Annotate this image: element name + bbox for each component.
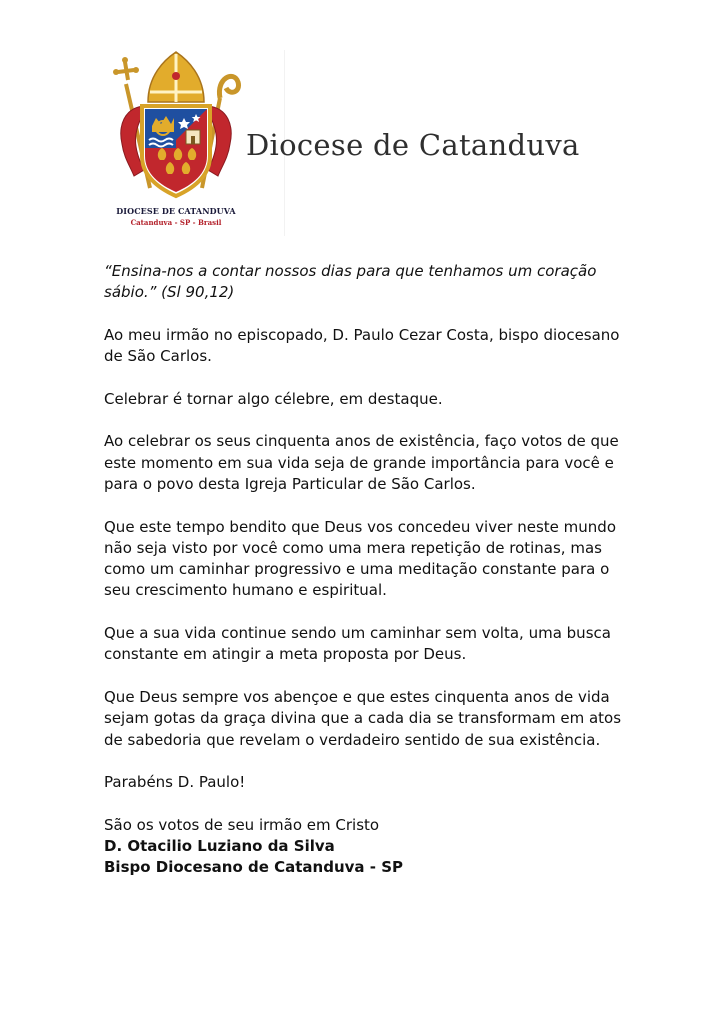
- signature-block: [104, 815, 624, 879]
- coat-of-arms-icon: [104, 48, 248, 204]
- letter-paragraph: Que Deus sempre vos abençoe e que estes cinquenta anos de vida sejam gotas da graça divina que a cada dia se transformam em atos de sabedoria que revelam o verdadeiro sentido de sua existência.: [104, 687, 622, 749]
- greeting: Parabéns D. Paulo!: [104, 773, 246, 792]
- signer-title: Bispo Diocesano de Catanduva - SP: [104, 858, 404, 877]
- diocese-coat-of-arms: [104, 48, 248, 234]
- letter-paragraph: Que a sua vida continue sendo um caminhar sem volta, uma busca constante em atingir a meta proposta por Deus.: [104, 624, 611, 664]
- epigraph-quote: “Ensina-nos a contar nossos dias para que tenhamos um coração sábio.” (Sl 90,12): [104, 262, 597, 302]
- salutation: Ao meu irmão no episcopado, D. Paulo Cezar Costa, bispo diocesano de São Carlos.: [104, 325, 620, 366]
- letter-paragraph: Que este tempo bendito que Deus vos concedeu viver neste mundo não seja visto por você como uma mera repetição de rotinas, mas como um caminhar progressivo e uma meditação constante para o seu crescimento humano e espiritual.: [104, 517, 616, 600]
- signer-name: D. Otacilio Luziano da Silva: [104, 837, 335, 856]
- letter-paragraph: Ao celebrar os seus cinquenta anos de existência, faço votos de que este momento em sua vida seja de grande importância para você e para o povo desta Igreja Particular de São Carlos.: [104, 432, 619, 493]
- letter-paragraph: Celebrar é tornar algo célebre, em destaque.: [104, 389, 443, 408]
- letterhead: [104, 48, 624, 238]
- closing-line: São os votos de seu irmão em Cristo: [104, 815, 380, 834]
- coat-of-arms-caption: [104, 206, 248, 227]
- crest-name: DIOCESE DE CATANDUVA: [116, 206, 236, 216]
- crest-place: Catanduva - SP - Brasil: [130, 218, 222, 227]
- diocese-title: Diocese de Catanduva: [246, 128, 580, 162]
- letter-body: [104, 261, 624, 879]
